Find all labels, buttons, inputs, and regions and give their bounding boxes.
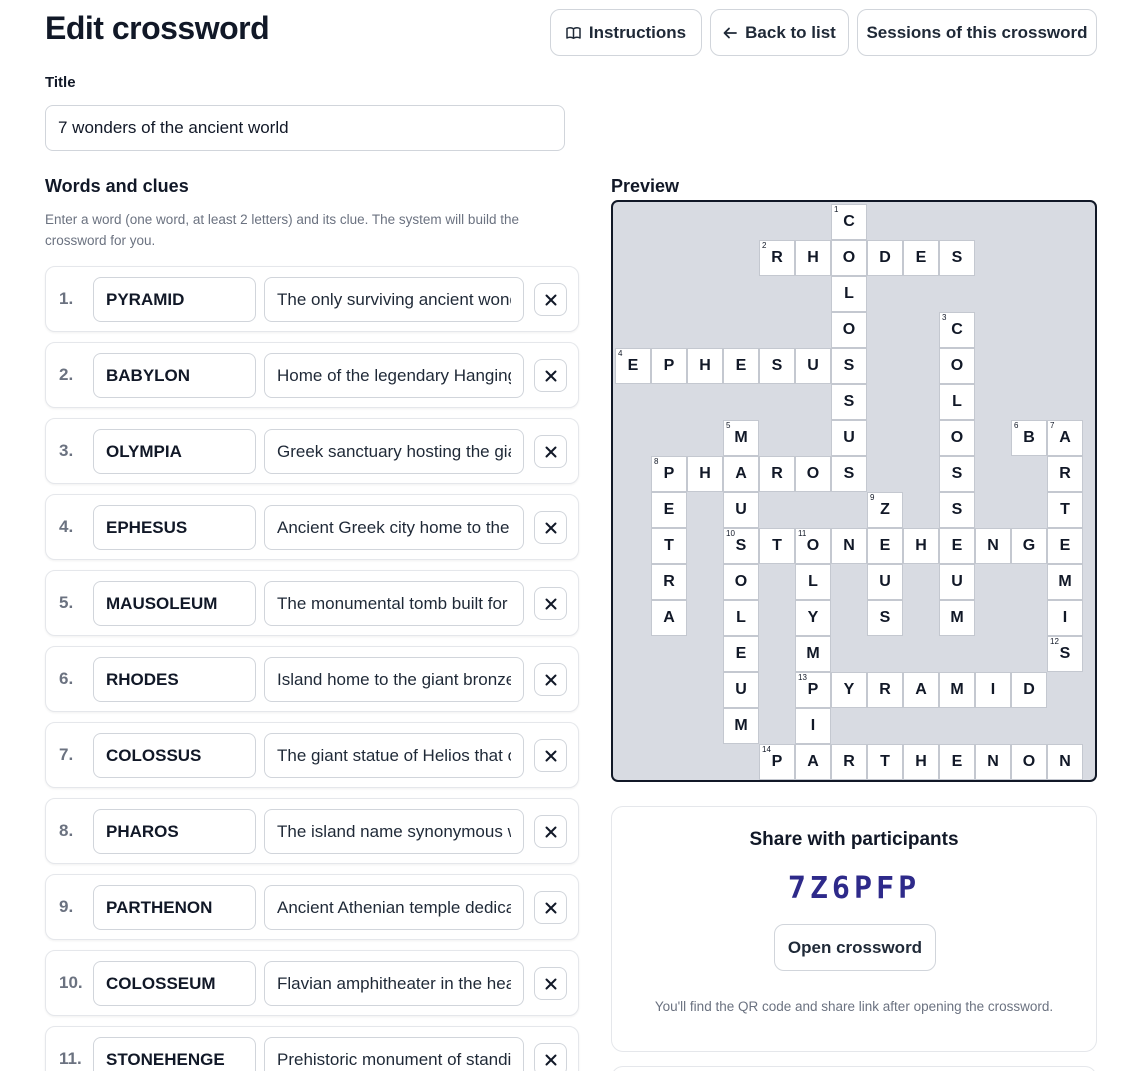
crossword-cell xyxy=(903,528,939,564)
cell-letter: C xyxy=(951,321,963,338)
cell-letter: L xyxy=(844,285,854,302)
crossword-cell xyxy=(975,672,1011,708)
cell-letter: E xyxy=(735,645,747,662)
cell-letter: B xyxy=(1023,429,1035,446)
cell-letter: D xyxy=(1023,681,1035,698)
cell-letter: T xyxy=(772,537,782,554)
share-code: 7Z6PFP xyxy=(787,871,921,906)
crossword-cell xyxy=(867,600,903,636)
crossword-cell xyxy=(651,564,687,600)
crossword-preview xyxy=(611,200,1097,782)
word-row xyxy=(45,570,579,636)
cell-letter: E xyxy=(627,357,639,374)
share-note: You'll find the QR code and share link after opening the crossword. xyxy=(654,999,1054,1014)
cell-letter: U xyxy=(843,429,855,446)
cell-letter: S xyxy=(843,465,855,482)
crossword-cell xyxy=(975,744,1011,780)
crossword-cell xyxy=(939,600,975,636)
share-card xyxy=(611,806,1097,1052)
sessions-button[interactable] xyxy=(857,9,1097,56)
crossword-cell xyxy=(903,240,939,276)
crossword-cell xyxy=(831,528,867,564)
cell-letter: M xyxy=(950,609,964,626)
cell-letter: E xyxy=(951,537,963,554)
cell-letter: T xyxy=(880,753,890,770)
crossword-cell xyxy=(939,240,975,276)
word-row xyxy=(45,494,579,560)
crossword-cell xyxy=(723,456,759,492)
crossword-cell xyxy=(615,348,651,384)
cell-letter: H xyxy=(915,753,927,770)
title-input[interactable] xyxy=(45,105,565,151)
cell-letter: A xyxy=(1059,429,1071,446)
cell-letter: R xyxy=(843,753,855,770)
crossword-cell xyxy=(1011,672,1047,708)
cell-letter: O xyxy=(842,249,856,266)
crossword-cell xyxy=(723,708,759,744)
remove-word-button[interactable] xyxy=(534,1043,567,1071)
crossword-cell xyxy=(759,528,795,564)
crossword-cell xyxy=(795,600,831,636)
cell-letter: I xyxy=(990,681,996,698)
close-icon xyxy=(545,1054,557,1066)
cell-letter: Y xyxy=(807,609,819,626)
cell-letter: R xyxy=(771,465,783,482)
remove-word-button[interactable] xyxy=(534,891,567,924)
crossword-cell xyxy=(723,636,759,672)
cell-letter: L xyxy=(952,393,962,410)
cell-letter: O xyxy=(842,321,856,338)
crossword-cell xyxy=(723,348,759,384)
cell-letter: S xyxy=(951,465,963,482)
remove-word-button[interactable] xyxy=(534,435,567,468)
close-icon xyxy=(545,294,557,306)
clue-input[interactable] xyxy=(264,657,524,702)
clue-input[interactable] xyxy=(264,353,524,398)
cell-letter: U xyxy=(951,573,963,590)
sessions-label: Sessions of this crossword xyxy=(866,22,1088,42)
cell-letter: E xyxy=(663,501,675,518)
open-crossword-button[interactable]: Open crossword xyxy=(774,924,936,971)
clue-input[interactable] xyxy=(264,733,524,778)
cell-letter: E xyxy=(915,249,927,266)
crossword-cell xyxy=(759,456,795,492)
crossword-cell xyxy=(939,348,975,384)
cell-letter: L xyxy=(736,609,746,626)
crossword-cell xyxy=(939,384,975,420)
close-icon xyxy=(545,750,557,762)
cell-letter: U xyxy=(735,681,747,698)
crossword-cell xyxy=(831,312,867,348)
crossword-cell xyxy=(939,564,975,600)
word-input[interactable] xyxy=(93,1037,256,1071)
arrow-left-icon xyxy=(723,27,737,39)
cell-letter: P xyxy=(663,465,675,482)
cell-number: 10 xyxy=(726,529,735,538)
title-label: Title xyxy=(45,74,76,91)
preview-heading: Preview xyxy=(611,176,680,196)
cell-number: 13 xyxy=(798,673,807,682)
crossword-cell xyxy=(795,240,831,276)
cell-letter: I xyxy=(810,717,816,734)
word-input[interactable] xyxy=(93,581,256,626)
cell-letter: S xyxy=(843,357,855,374)
remove-word-button[interactable] xyxy=(534,967,567,1000)
cell-letter: O xyxy=(806,465,820,482)
cell-letter: A xyxy=(807,753,819,770)
cell-letter: U xyxy=(807,357,819,374)
crossword-cell xyxy=(1047,456,1083,492)
word-number: 3. xyxy=(59,441,74,460)
clue-input[interactable] xyxy=(264,505,524,550)
crossword-cell xyxy=(795,708,831,744)
close-icon xyxy=(545,826,557,838)
crossword-cell xyxy=(831,456,867,492)
word-row xyxy=(45,798,579,864)
cell-letter: R xyxy=(1059,465,1071,482)
words-heading: Words and clues xyxy=(45,176,189,196)
cell-letter: T xyxy=(664,537,674,554)
crossword-cell xyxy=(903,672,939,708)
cell-letter: S xyxy=(843,393,855,410)
cell-letter: R xyxy=(771,249,783,266)
crossword-cell xyxy=(795,564,831,600)
cell-letter: H xyxy=(699,465,711,482)
crossword-cell xyxy=(687,456,723,492)
word-input[interactable] xyxy=(93,429,256,474)
crossword-cell xyxy=(867,492,903,528)
crossword-cell xyxy=(1047,600,1083,636)
word-row xyxy=(45,342,579,408)
cell-letter: P xyxy=(663,357,675,374)
cell-letter: N xyxy=(843,537,855,554)
crossword-cell xyxy=(651,348,687,384)
crossword-cell xyxy=(1047,528,1083,564)
cell-number: 1 xyxy=(834,205,839,214)
clue-input[interactable] xyxy=(264,429,524,474)
crossword-cell xyxy=(795,348,831,384)
word-input[interactable] xyxy=(93,885,256,930)
cell-letter: U xyxy=(879,573,891,590)
crossword-cell xyxy=(759,744,795,780)
word-input[interactable] xyxy=(93,733,256,778)
cell-letter: O xyxy=(950,357,964,374)
cell-letter: O xyxy=(806,537,820,554)
crossword-cell xyxy=(1011,744,1047,780)
cell-letter: S xyxy=(951,249,963,266)
word-input[interactable] xyxy=(93,961,256,1006)
crossword-cell xyxy=(939,456,975,492)
crossword-cell xyxy=(831,204,867,240)
close-icon xyxy=(545,446,557,458)
crossword-cell xyxy=(651,492,687,528)
cell-letter: P xyxy=(807,681,819,698)
word-number: 10. xyxy=(59,973,83,992)
remove-word-button[interactable] xyxy=(534,815,567,848)
cell-number: 2 xyxy=(762,241,767,250)
word-row xyxy=(45,950,579,1016)
word-number: 11. xyxy=(59,1049,82,1068)
word-number: 7. xyxy=(59,745,74,764)
cell-letter: R xyxy=(879,681,891,698)
page-title: Edit crossword xyxy=(45,10,270,46)
remove-word-button[interactable] xyxy=(534,359,567,392)
crossword-cell xyxy=(831,384,867,420)
cell-letter: M xyxy=(806,645,820,662)
cell-number: 11 xyxy=(798,529,807,538)
word-row xyxy=(45,266,579,332)
cell-letter: S xyxy=(879,609,891,626)
book-icon xyxy=(566,26,581,40)
crossword-cell xyxy=(795,528,831,564)
cell-letter: H xyxy=(915,537,927,554)
crossword-cell xyxy=(795,672,831,708)
crossword-cell xyxy=(939,744,975,780)
back-to-list-button[interactable] xyxy=(710,9,849,56)
cell-letter: P xyxy=(771,753,783,770)
cell-letter: S xyxy=(735,537,747,554)
word-number: 4. xyxy=(59,517,74,536)
next-card xyxy=(611,1066,1097,1071)
word-row xyxy=(45,874,579,940)
cell-number: 6 xyxy=(1014,421,1019,430)
crossword-cell xyxy=(867,564,903,600)
word-row xyxy=(45,418,579,484)
crossword-cell xyxy=(1047,492,1083,528)
crossword-cell xyxy=(903,744,939,780)
close-icon xyxy=(545,902,557,914)
word-number: 2. xyxy=(59,365,74,384)
close-icon xyxy=(545,522,557,534)
cell-letter: E xyxy=(1059,537,1071,554)
clue-input[interactable] xyxy=(264,885,524,930)
cell-letter: E xyxy=(879,537,891,554)
close-icon xyxy=(545,370,557,382)
crossword-cell xyxy=(795,456,831,492)
clue-input[interactable] xyxy=(264,277,524,322)
cell-number: 4 xyxy=(618,349,623,358)
cell-letter: L xyxy=(808,573,818,590)
crossword-cell xyxy=(651,528,687,564)
remove-word-button[interactable] xyxy=(534,587,567,620)
cell-number: 12 xyxy=(1050,637,1059,646)
crossword-cell xyxy=(867,528,903,564)
cell-letter: O xyxy=(950,429,964,446)
remove-word-button[interactable] xyxy=(534,511,567,544)
crossword-cell xyxy=(975,528,1011,564)
close-icon xyxy=(545,598,557,610)
word-row xyxy=(45,722,579,788)
crossword-cell xyxy=(723,600,759,636)
cell-letter: I xyxy=(1062,609,1068,626)
crossword-cell xyxy=(939,672,975,708)
crossword-cell xyxy=(795,636,831,672)
crossword-cell xyxy=(1047,420,1083,456)
word-input[interactable] xyxy=(93,277,256,322)
cell-number: 9 xyxy=(870,493,875,502)
back-to-list-label: Back to list xyxy=(745,22,836,42)
cell-letter: E xyxy=(735,357,747,374)
cell-letter: U xyxy=(735,501,747,518)
crossword-cell xyxy=(831,744,867,780)
cell-letter: M xyxy=(734,717,748,734)
cell-number: 5 xyxy=(726,421,731,430)
cell-letter: E xyxy=(951,753,963,770)
cell-letter: A xyxy=(915,681,927,698)
crossword-cell xyxy=(831,348,867,384)
cell-letter: M xyxy=(734,429,748,446)
close-icon xyxy=(545,674,557,686)
cell-number: 3 xyxy=(942,313,947,322)
word-row xyxy=(45,1026,579,1071)
word-number: 6. xyxy=(59,669,74,688)
word-number: 9. xyxy=(59,897,74,916)
crossword-cell xyxy=(1047,744,1083,780)
crossword-cell xyxy=(939,528,975,564)
cell-letter: G xyxy=(1022,537,1036,554)
cell-letter: M xyxy=(950,681,964,698)
crossword-cell xyxy=(939,492,975,528)
word-number: 8. xyxy=(59,821,74,840)
crossword-cell xyxy=(867,240,903,276)
cell-letter: Y xyxy=(843,681,855,698)
word-row xyxy=(45,646,579,712)
crossword-cell xyxy=(795,744,831,780)
instructions-label: Instructions xyxy=(588,22,687,42)
word-input[interactable] xyxy=(93,657,256,702)
close-icon xyxy=(545,978,557,990)
instructions-button[interactable] xyxy=(550,9,702,56)
crossword-cell xyxy=(831,672,867,708)
crossword-cell xyxy=(759,240,795,276)
cell-letter: H xyxy=(699,357,711,374)
crossword-cell xyxy=(723,672,759,708)
crossword-cell xyxy=(939,312,975,348)
cell-letter: Z xyxy=(880,501,890,518)
cell-letter: N xyxy=(1059,753,1071,770)
clue-input[interactable] xyxy=(264,961,524,1006)
share-title: Share with participants xyxy=(749,829,959,850)
crossword-cell xyxy=(723,528,759,564)
cell-letter: A xyxy=(735,465,747,482)
remove-word-button[interactable] xyxy=(534,283,567,316)
remove-word-button[interactable] xyxy=(534,663,567,696)
crossword-cell xyxy=(759,348,795,384)
crossword-cell xyxy=(1047,636,1083,672)
cell-letter: N xyxy=(987,537,999,554)
cell-letter: R xyxy=(663,573,675,590)
crossword-cell xyxy=(651,600,687,636)
cell-letter: A xyxy=(663,609,675,626)
cell-letter: H xyxy=(807,249,819,266)
word-input[interactable] xyxy=(93,353,256,398)
word-input[interactable] xyxy=(93,809,256,854)
cell-number: 8 xyxy=(654,457,659,466)
cell-letter: D xyxy=(879,249,891,266)
word-number: 1. xyxy=(59,289,74,308)
crossword-cell xyxy=(723,420,759,456)
cell-number: 14 xyxy=(762,745,771,754)
crossword-cell xyxy=(831,276,867,312)
remove-word-button[interactable] xyxy=(534,739,567,772)
cell-letter: M xyxy=(1058,573,1072,590)
cell-letter: O xyxy=(734,573,748,590)
cell-letter: O xyxy=(1022,753,1036,770)
cell-letter: C xyxy=(843,213,855,230)
cell-letter: S xyxy=(951,501,963,518)
clue-input[interactable] xyxy=(264,581,524,626)
cell-letter: T xyxy=(1060,501,1070,518)
crossword-cell xyxy=(1047,564,1083,600)
crossword-cell xyxy=(723,564,759,600)
word-input[interactable] xyxy=(93,505,256,550)
crossword-cell xyxy=(723,492,759,528)
clue-input[interactable] xyxy=(264,809,524,854)
crossword-cell xyxy=(1011,420,1047,456)
cell-letter: S xyxy=(1059,645,1071,662)
cell-letter: N xyxy=(987,753,999,770)
cell-letter: S xyxy=(771,357,783,374)
crossword-cell xyxy=(651,456,687,492)
cell-number: 7 xyxy=(1050,421,1055,430)
clue-input[interactable] xyxy=(264,1037,524,1071)
words-help-text: Enter a word (one word, at least 2 letters) and its clue. The system will build the crossword for you. xyxy=(45,212,519,248)
crossword-cell xyxy=(867,744,903,780)
crossword-cell xyxy=(831,420,867,456)
word-number: 5. xyxy=(59,593,74,612)
crossword-cell xyxy=(1011,528,1047,564)
crossword-cell xyxy=(831,240,867,276)
crossword-cell xyxy=(867,672,903,708)
crossword-cell xyxy=(939,420,975,456)
crossword-cell xyxy=(687,348,723,384)
